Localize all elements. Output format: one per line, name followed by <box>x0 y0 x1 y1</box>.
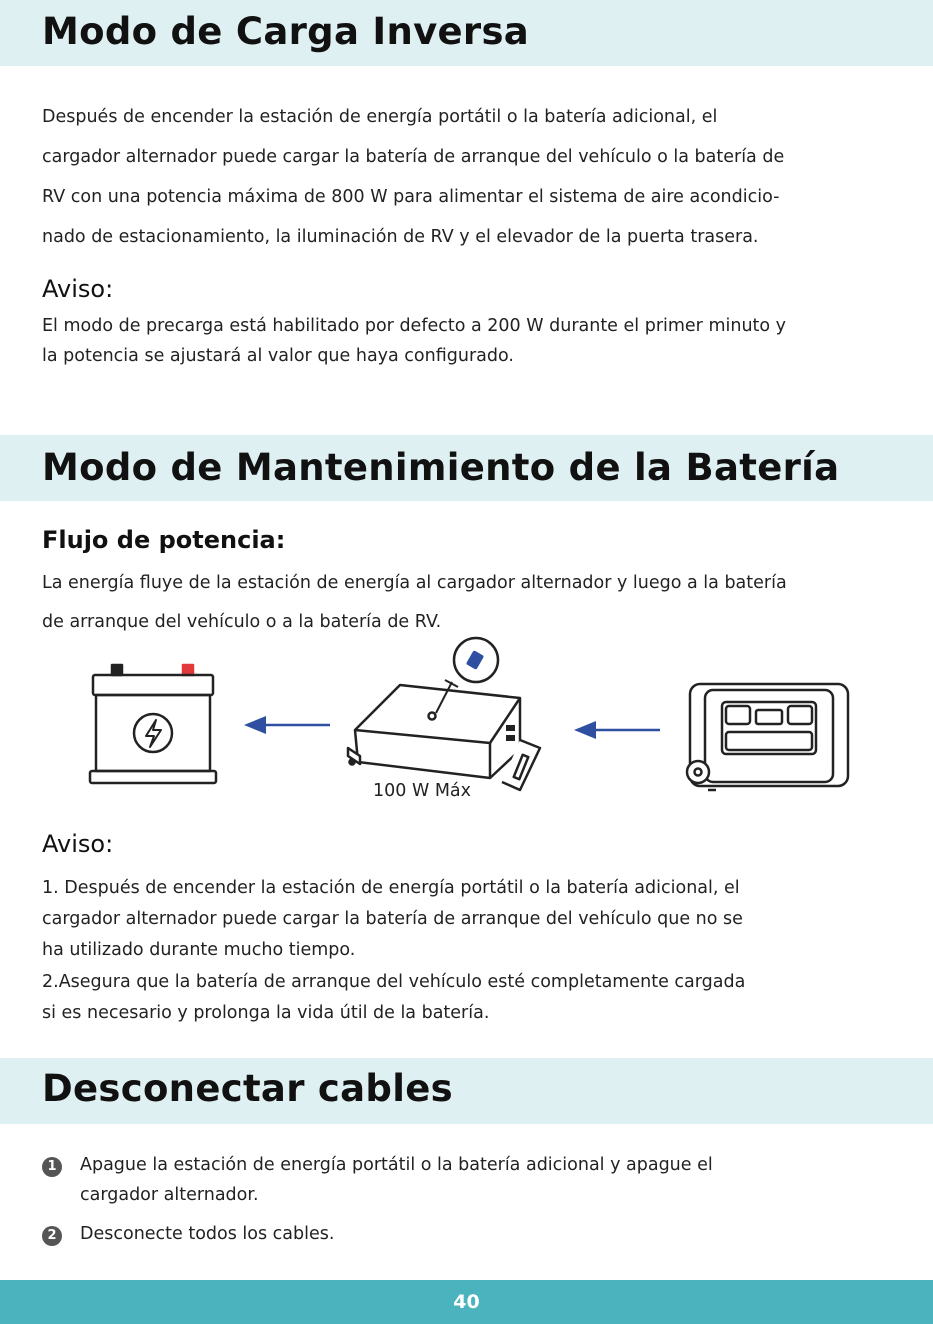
paragraph-line: Después de encender la estación de energía portátil o la batería adicional, el <box>42 107 718 127</box>
notice-line: 2.Asegura que la batería de arranque del vehículo esté completamente cargada <box>42 972 746 992</box>
notice-line: El modo de precarga está habilitado por defecto a 200 W durante el primer minuto y <box>42 316 787 336</box>
max-power-label: 100 W Máx <box>373 781 472 801</box>
notice-title: Aviso: <box>42 275 114 303</box>
arrow-left-icon <box>244 716 330 734</box>
step-line: cargador alternador. <box>80 1185 259 1205</box>
section-header-reverse-charge <box>0 0 933 66</box>
power-station-icon <box>687 684 848 790</box>
flow-line: de arranque del vehículo o a la batería de RV. <box>42 612 442 632</box>
section-header-disconnect-cables <box>0 1058 933 1124</box>
notice-line: cargador alternador puede cargar la batería de arranque del vehículo que no se <box>42 909 743 929</box>
flow-title: Flujo de potencia: <box>42 526 286 554</box>
step-line: Desconecte todos los cables. <box>80 1224 335 1244</box>
page-number: 40 <box>453 1291 480 1313</box>
alternator-charger-icon <box>348 638 540 790</box>
car-battery-icon <box>90 665 216 783</box>
notice-line: si es necesario y prolonga la vida útil de la batería. <box>42 1003 490 1023</box>
step-line: Apague la estación de energía portátil o la batería adicional y apague el <box>80 1155 713 1175</box>
notice-line: ha utilizado durante mucho tiempo. <box>42 940 356 960</box>
page-footer <box>0 1280 933 1324</box>
paragraph-line: cargador alternador puede cargar la batería de arranque del vehículo o la batería de <box>42 147 785 167</box>
section-title: Desconectar cables <box>42 1067 453 1110</box>
paragraph-line: RV con una potencia máxima de 800 W para alimentar el sistema de aire acondicio- <box>42 187 780 207</box>
notice-title: Aviso: <box>42 830 114 858</box>
notice-line: la potencia se ajustará al valor que haya configurado. <box>42 346 514 366</box>
step-number-badge: 1 <box>42 1157 62 1177</box>
flow-line: La energía fluye de la estación de energía al cargador alternador y luego a la batería <box>42 573 787 593</box>
step-number-badge: 2 <box>42 1226 62 1246</box>
notice-line: 1. Después de encender la estación de energía portátil o la batería adicional, el <box>42 878 740 898</box>
section-title: Modo de Carga Inversa <box>42 10 530 53</box>
section-header-battery-maintenance <box>0 435 933 501</box>
arrow-left-icon <box>574 721 660 739</box>
paragraph-line: nado de estacionamiento, la iluminación de RV y el elevador de la puerta trasera. <box>42 227 759 247</box>
section-title: Modo de Mantenimiento de la Batería <box>42 446 840 489</box>
